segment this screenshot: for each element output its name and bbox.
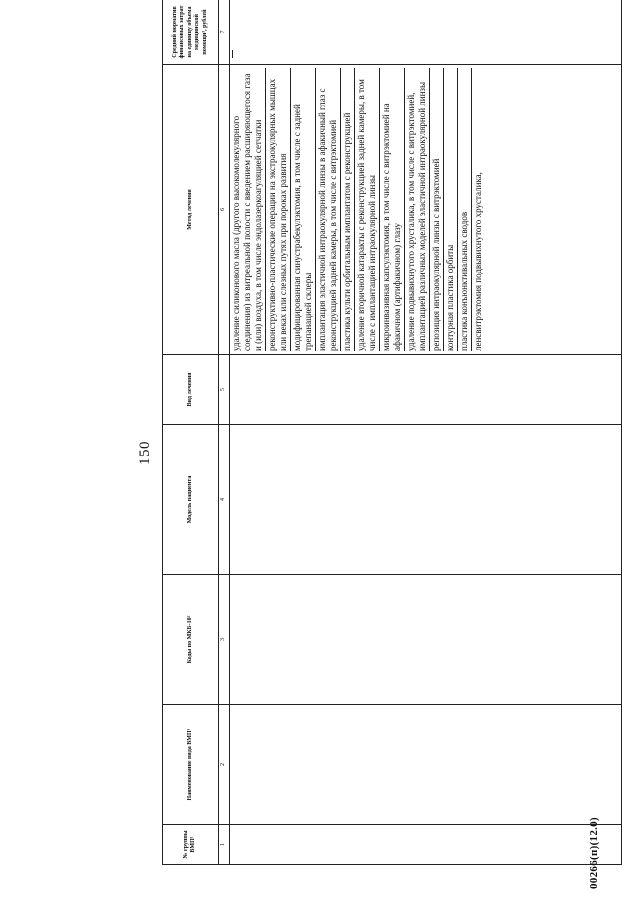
column-number: 2 xyxy=(218,705,229,825)
patient-model-cell xyxy=(229,425,621,575)
method-item: пластика культи орбитальным имплантатом с реконструкцией xyxy=(341,68,355,351)
column-number: 7 xyxy=(218,0,229,65)
method-item: реконструктивно-пластические операции на экстраокулярных мышцах или веках или слезных путях при пороках развития xyxy=(266,68,291,351)
method-item: ленсвитрэктомия подвывихнутого хрусталика, xyxy=(472,172,483,351)
method-item: микроинвазивная капсулэктомия, в том числе с витрэктомией на афакичном (артифакичном) глазу xyxy=(380,68,405,351)
method-item: удаление силиконового масла (другого высокомолекулярного соединения) из витреальной полости с введением расширяющегося газа и (или) воздуха, в том числе эндолазеркоагуляцией сетчатки xyxy=(230,68,266,351)
table-body-row xyxy=(229,0,621,865)
method-item: удаление подвывихнутого хрусталика, в том числе с витрэктомией, имплантацией различных моделей эластичной интраокулярной линзы xyxy=(405,68,430,351)
document-code: 00266(п)(12.0) xyxy=(588,817,600,889)
method-item: имплантация эластичной интраокулярной линзы в афакичный глаз с реконструкцией задней камеры, в том числе с витрэктомией xyxy=(316,68,341,351)
table-mark xyxy=(232,50,233,58)
header-treatment-type: Вид лечения xyxy=(163,355,219,425)
method-item: контурная пластика орбиты xyxy=(444,68,458,351)
vmp-name-cell xyxy=(229,705,621,825)
column-number: 1 xyxy=(218,825,229,865)
treatment-type-cell xyxy=(229,355,621,425)
header-financial-norm: Средний норматив финансовых затрат на единицу объема медицинской помощи³, рублей xyxy=(163,0,219,65)
treatment-methods-table xyxy=(162,0,622,865)
treatment-method-cell xyxy=(229,65,621,355)
column-number: 4 xyxy=(218,425,229,575)
column-number: 5 xyxy=(218,355,229,425)
method-item: модифицированная синустрабекулэктомия, в том числе с задней трепанацией склеры xyxy=(291,68,316,351)
header-group-number: № группы ВМП¹ xyxy=(163,825,219,865)
header-vmp-name: Наименование вида ВМП¹ xyxy=(163,705,219,825)
group-number-cell xyxy=(229,825,621,865)
header-icd-codes: Коды по МКБ-10² xyxy=(163,575,219,705)
method-item: репозиция интраокулярной линзы с витрэктомией xyxy=(430,68,444,351)
icd-codes-cell xyxy=(229,575,621,705)
method-item: пластика конъюнктивальных сводов xyxy=(458,68,472,351)
header-patient-model: Модель пациента xyxy=(163,425,219,575)
column-number-row xyxy=(218,0,229,865)
method-item: удаление вторичной катаракты с реконструкцией задней камеры, в том числе с имплантацией интраокулярной линзы xyxy=(355,68,380,351)
page-number: 150 xyxy=(137,441,153,465)
table-header-row xyxy=(163,0,219,865)
header-treatment-method: Метод лечения xyxy=(163,65,219,355)
financial-norm-cell xyxy=(229,0,621,65)
column-number: 6 xyxy=(218,65,229,355)
column-number: 3 xyxy=(218,575,229,705)
method-list xyxy=(230,68,621,351)
